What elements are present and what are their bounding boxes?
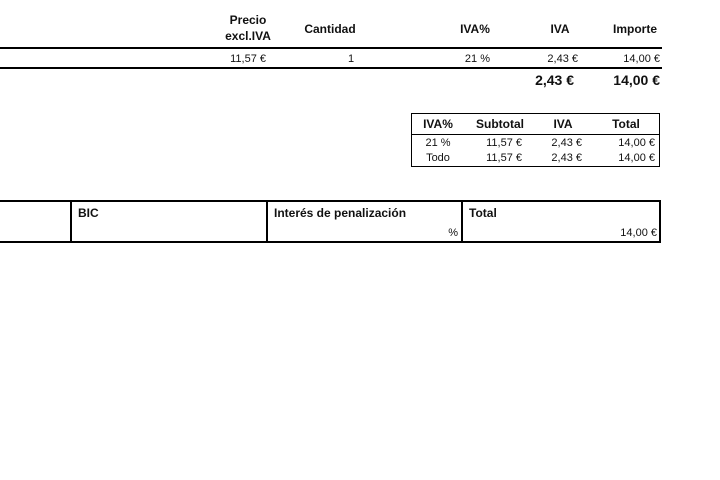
summary-header-vat: IVA [553, 117, 573, 131]
vat-summary-table [411, 113, 660, 167]
summary-row2-total: 14,00 € [618, 152, 655, 164]
header-vat-pct: IVA% [460, 22, 490, 36]
header-quantity: Cantidad [304, 22, 356, 36]
header-price-line2: excl.IVA [225, 29, 271, 43]
total-vat: 2,43 € [535, 72, 574, 88]
row-amount: 14,00 € [623, 53, 660, 65]
payment-divider-3 [461, 202, 463, 241]
summary-row1-vat-pct: 21 % [425, 137, 451, 149]
summary-header-total: Total [612, 117, 640, 131]
payment-table [0, 200, 661, 243]
row-vat-pct: 21 % [464, 53, 490, 65]
summary-row1-vat: 2,43 € [551, 137, 582, 149]
total-amount: 14,00 € [613, 72, 660, 88]
row-vat: 2,43 € [547, 53, 578, 65]
payment-divider-2 [266, 202, 268, 241]
summary-row2-subtotal: 11,57 € [486, 152, 522, 164]
payment-divider-1 [70, 202, 72, 241]
summary-header-subtotal: Subtotal [476, 117, 524, 131]
summary-row1-total: 14,00 € [618, 137, 655, 149]
payment-header-penalty: Interés de penalización [274, 206, 407, 220]
row-price: 11,57 € [230, 53, 266, 65]
payment-header-bic: BIC [78, 206, 99, 220]
payment-total-value: 14,00 € [620, 227, 657, 239]
row-quantity: 1 [347, 53, 355, 65]
summary-row1-subtotal: 11,57 € [486, 137, 522, 149]
items-bottom-rule [0, 67, 662, 69]
summary-row2-vat: 2,43 € [551, 152, 582, 164]
header-price [210, 12, 286, 44]
summary-row2-vat-pct: Todo [426, 152, 450, 164]
items-header-rule [0, 47, 662, 49]
summary-header-rule [412, 134, 659, 135]
summary-header-vat-pct: IVA% [423, 117, 453, 131]
payment-header-total: Total [469, 206, 497, 220]
header-vat: IVA [550, 22, 570, 36]
header-amount: Importe [612, 22, 657, 36]
header-price-line1: Precio [229, 13, 267, 27]
payment-penalty-value: % [448, 227, 458, 239]
